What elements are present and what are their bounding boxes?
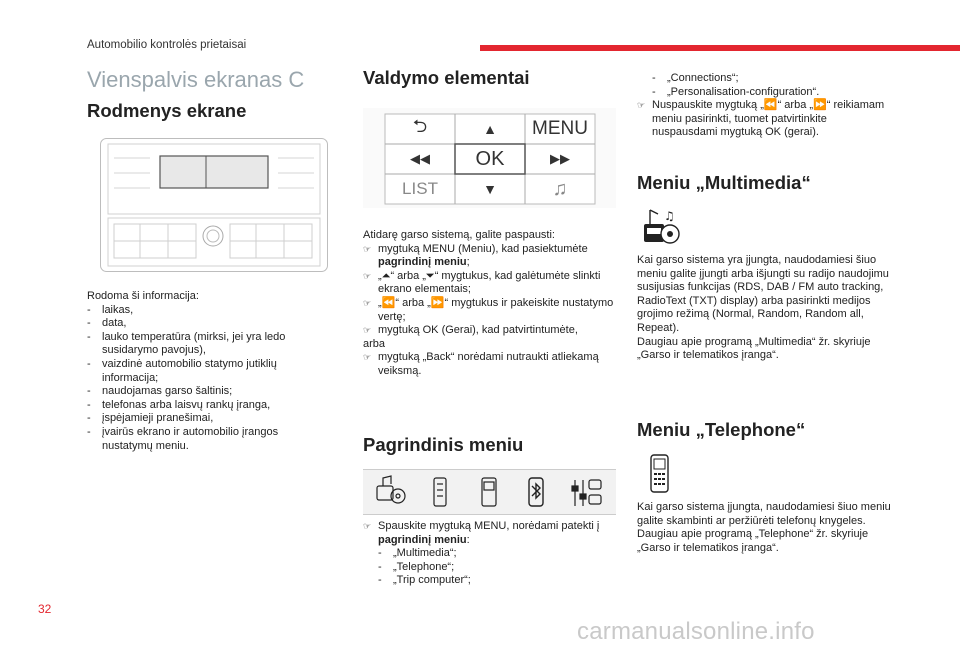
list-item: - įvairūs ekrano ir automobilio įrangos nustatymų meniu.: [87, 426, 322, 453]
list-item: - įspėjamieji pranešimai,: [87, 412, 322, 426]
subsection-title: Rodmenys ekrane: [87, 100, 247, 121]
controls-list: [363, 243, 618, 338]
main-menu-strip: [363, 469, 616, 515]
list-item: - laikas,: [87, 304, 322, 318]
music-button: [525, 174, 595, 204]
list-button: LIST: [402, 179, 438, 198]
main-menu-sublist: [363, 547, 618, 588]
down-triangle-icon: ▼: [483, 181, 497, 197]
controls-intro: Atidarę garso sistemą, galite paspausti:: [363, 229, 555, 241]
info-intro: Rodoma ši informacija:: [87, 290, 199, 302]
telephone-reference: Daugiau apie programą „Telephone“ žr. skyriuje „Garso ir telematikos įranga“.: [637, 528, 869, 554]
rewind-button: [385, 144, 455, 174]
rewind-icon: ◀◀: [410, 151, 430, 166]
list-item: ☞ Spauskite mygtuką MENU, norėdami patekti į pagrindinį meniu:: [363, 520, 618, 547]
section-title: Vienspalvis ekranas C: [87, 67, 305, 92]
main-menu-list: [363, 520, 618, 547]
phone-icon: [648, 454, 672, 494]
list-item: ☞ mygtuką MENU (Meniu), kad pasiektumėte pagrindinį meniu;: [363, 243, 618, 270]
or-text: arba: [363, 337, 386, 350]
multimedia-icon: [377, 476, 405, 503]
header-accent-bar: [480, 45, 960, 51]
controls-title: Valdymo elementai: [363, 67, 530, 88]
list-item: - „Telephone“;: [363, 561, 618, 575]
telephone-title: Meniu „Telephone“: [637, 419, 806, 440]
svg-text:♫: ♫: [664, 209, 675, 223]
controls-list-2: [363, 351, 618, 378]
list-item: ☞ mygtuką OK (Gerai), kad patvirtintumėte,: [363, 324, 618, 338]
music-note-icon: ♫: [552, 177, 568, 200]
radio-display-illustration: [100, 138, 328, 272]
up-button: [455, 114, 525, 144]
up-triangle-icon: ▲: [483, 121, 497, 137]
control-panel-illustration: [363, 104, 616, 214]
running-header: Automobilio kontrolės prietaisai: [87, 39, 247, 51]
bluetooth-icon: [529, 478, 543, 506]
back-arrow-icon: ⮌: [412, 116, 428, 136]
info-list: [87, 304, 322, 454]
list-item: ☞ „⏪“ arba „⏩“ mygtukus ir pakeiskite nustatymo vertę;: [363, 297, 618, 324]
multimedia-icon: [642, 206, 682, 246]
list-item: - data,: [87, 317, 322, 331]
multimedia-reference: Daugiau apie programą „Multimedia“ žr. skyriuje „Garso ir telematikos įranga“.: [637, 335, 871, 362]
ok-button: OK: [475, 147, 505, 170]
list-item: ☞ „⏶“ arba „⏷“ mygtukus, kad galėtumėte slinkti ekrano elementais;: [363, 270, 618, 297]
list-item: ☞ mygtuką „Back“ norėdami nutraukti atliekamą veiksmą.: [363, 351, 618, 378]
multimedia-title: Meniu „Multimedia“: [637, 172, 811, 193]
list-item: - „Multimedia“;: [363, 547, 618, 561]
back-button: [385, 114, 455, 144]
list-item: - vaizdinė automobilio statymo jutiklių informacija;: [87, 358, 322, 385]
watermark: carmanualsonline.info: [577, 618, 815, 645]
main-menu-title: Pagrindinis meniu: [363, 434, 524, 455]
list-item: - „Trip computer“;: [363, 574, 618, 588]
fast-forward-button: [525, 144, 595, 174]
fast-forward-icon: ▶▶: [550, 151, 570, 166]
main-menu-sublist-cont: [637, 72, 895, 99]
down-button: [455, 174, 525, 204]
list-item: - telefonas arba laisvų rankų įranga,: [87, 399, 322, 413]
phone-icon: [434, 478, 446, 506]
list-item: - „Connections“;: [637, 72, 895, 86]
list-item: - lauko temperatūra (mirksi, jei yra ledo susidarymo pavojus),: [87, 331, 322, 358]
list-item: ☞ Nuspauskite mygtuką „⏪“ arba „⏩“ reikiamam meniu pasirinkti, tuomet patvirtinkite nuspausdami mygtuką OK (gerai).: [637, 99, 895, 140]
list-item: - „Personalisation-configuration“.: [637, 86, 895, 100]
multimedia-description: Kai garso sistema yra įjungta, naudodamiesi šiuo meniu galite įjungti arba išjungti su radijo naudojimu susijusias funkcijas (RDS, DAB / FM auto tracking, RadioText (TXT) display) arba pasirinkti medijos grojimo režimą (Normal, Random, Random all, Repeat).: [637, 254, 889, 334]
settings-icon: [572, 480, 601, 506]
telephone-description: Kai garso sistema įjungta, naudodamiesi šiuo meniu galite skambinti ar peržiūrėti telefonų knygeles.: [637, 501, 891, 527]
select-instruction: [637, 99, 895, 140]
trip-computer-icon: [482, 478, 496, 506]
page-number: 32: [38, 602, 52, 616]
menu-button: MENU: [532, 118, 588, 139]
list-item: - naudojamas garso šaltinis;: [87, 385, 322, 399]
